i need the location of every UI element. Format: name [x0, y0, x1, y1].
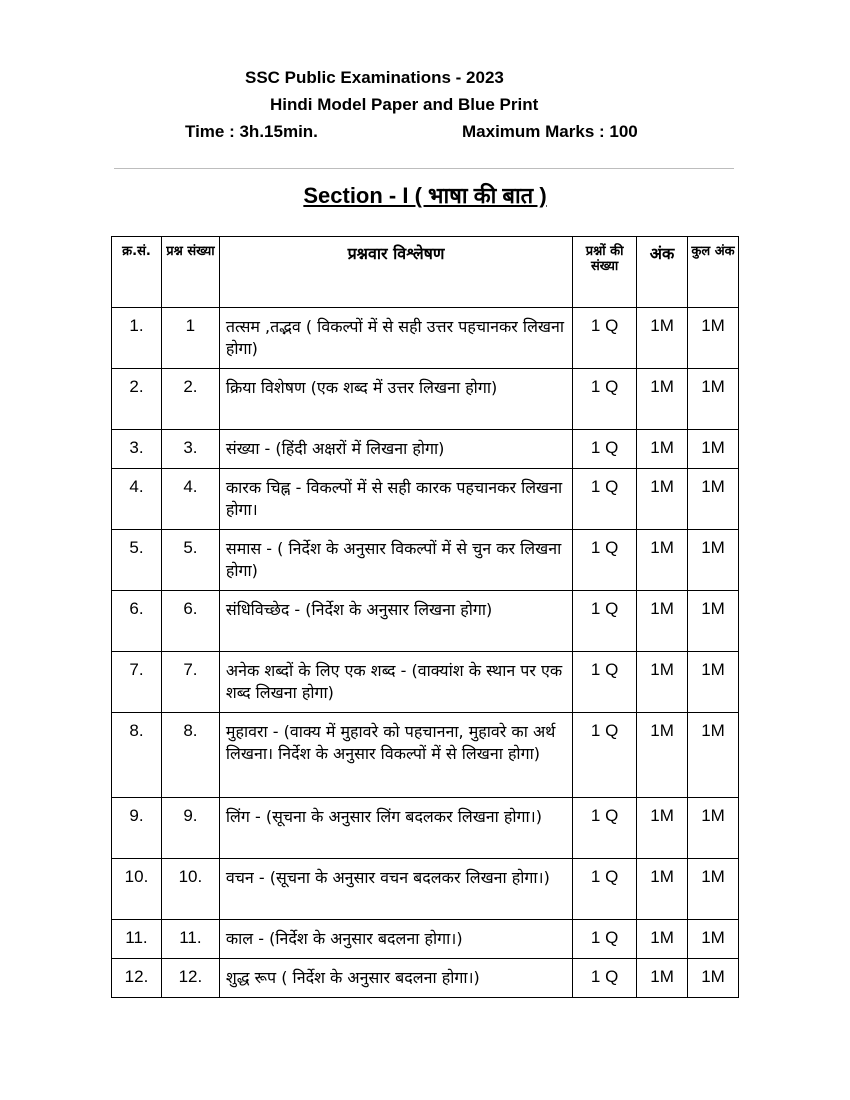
- serial-no-cell: 2.: [112, 369, 162, 430]
- exam-title: SSC Public Examinations - 2023: [245, 68, 504, 87]
- header-question-count: प्रश्नों की संख्या: [573, 237, 637, 308]
- question-no-cell: 2.: [161, 369, 219, 430]
- table-row: [112, 652, 739, 713]
- question-count-cell: 1 Q: [573, 430, 637, 469]
- description-cell: क्रिया विशेषण (एक शब्द में उत्तर लिखना होगा): [219, 369, 572, 430]
- question-count-cell: 1 Q: [573, 530, 637, 591]
- question-no-cell: 9.: [161, 798, 219, 859]
- marks-cell: 1M: [637, 591, 688, 652]
- serial-no-cell: 6.: [112, 591, 162, 652]
- table-row: [112, 591, 739, 652]
- total-marks-cell: 1M: [688, 430, 739, 469]
- question-count-cell: 1 Q: [573, 369, 637, 430]
- marks-cell: 1M: [637, 798, 688, 859]
- question-no-cell: 7.: [161, 652, 219, 713]
- header-total-marks: कुल अंक: [688, 237, 739, 308]
- total-marks-cell: 1M: [688, 920, 739, 959]
- total-marks-cell: 1M: [688, 798, 739, 859]
- marks-cell: 1M: [637, 652, 688, 713]
- marks-cell: 1M: [637, 713, 688, 798]
- question-count-cell: 1 Q: [573, 591, 637, 652]
- serial-no-cell: 10.: [112, 859, 162, 920]
- question-no-cell: 12.: [161, 959, 219, 998]
- question-count-cell: 1 Q: [573, 652, 637, 713]
- blueprint-table: [111, 236, 739, 998]
- question-no-cell: 8.: [161, 713, 219, 798]
- serial-no-cell: 9.: [112, 798, 162, 859]
- serial-no-cell: 3.: [112, 430, 162, 469]
- marks-cell: 1M: [637, 959, 688, 998]
- header-analysis: प्रश्नवार विश्लेषण: [219, 237, 572, 308]
- paper-title: Hindi Model Paper and Blue Print: [270, 95, 539, 114]
- description-cell: शुद्ध रूप ( निर्देश के अनुसार बदलना होगा।): [219, 959, 572, 998]
- description-cell: कारक चिह्न - विकल्पों में से सही कारक पहचानकर लिखना होगा।: [219, 469, 572, 530]
- table-row: [112, 530, 739, 591]
- description-cell: मुहावरा - (वाक्य में मुहावरे को पहचानना, मुहावरे का अर्थ लिखना। निर्देश के अनुसार विकल्पों में से लिखना होगा): [219, 713, 572, 798]
- table-row: [112, 308, 739, 369]
- table-row: [112, 430, 739, 469]
- total-marks-cell: 1M: [688, 591, 739, 652]
- header-marks: अंक: [637, 237, 688, 308]
- total-marks-cell: 1M: [688, 859, 739, 920]
- description-cell: वचन - (सूचना के अनुसार वचन बदलकर लिखना होगा।): [219, 859, 572, 920]
- description-cell: काल - (निर्देश के अनुसार बदलना होगा।): [219, 920, 572, 959]
- question-count-cell: 1 Q: [573, 959, 637, 998]
- serial-no-cell: 1.: [112, 308, 162, 369]
- serial-no-cell: 7.: [112, 652, 162, 713]
- marks-cell: 1M: [637, 430, 688, 469]
- serial-no-cell: 5.: [112, 530, 162, 591]
- marks-cell: 1M: [637, 859, 688, 920]
- question-no-cell: 4.: [161, 469, 219, 530]
- description-cell: संख्या - (हिंदी अक्षरों में लिखना होगा): [219, 430, 572, 469]
- marks-cell: 1M: [637, 469, 688, 530]
- section-title: Section - I ( भाषा की बात ): [303, 183, 547, 208]
- description-cell: तत्सम ,तद्भव ( विकल्पों में से सही उत्तर पहचानकर लिखना होगा): [219, 308, 572, 369]
- question-no-cell: 3.: [161, 430, 219, 469]
- total-marks-cell: 1M: [688, 530, 739, 591]
- table-row: [112, 469, 739, 530]
- question-count-cell: 1 Q: [573, 859, 637, 920]
- marks-cell: 1M: [637, 369, 688, 430]
- question-count-cell: 1 Q: [573, 920, 637, 959]
- question-no-cell: 1: [161, 308, 219, 369]
- marks-cell: 1M: [637, 530, 688, 591]
- description-cell: संधिविच्छेद - (निर्देश के अनुसार लिखना होगा): [219, 591, 572, 652]
- serial-no-cell: 11.: [112, 920, 162, 959]
- header-question-no: प्रश्न संख्या: [161, 237, 219, 308]
- table-header-row: [112, 237, 739, 308]
- question-count-cell: 1 Q: [573, 798, 637, 859]
- question-count-cell: 1 Q: [573, 308, 637, 369]
- question-count-cell: 1 Q: [573, 469, 637, 530]
- total-marks-cell: 1M: [688, 469, 739, 530]
- total-marks-cell: 1M: [688, 713, 739, 798]
- table-row: [112, 959, 739, 998]
- total-marks-cell: 1M: [688, 308, 739, 369]
- marks-cell: 1M: [637, 308, 688, 369]
- total-marks-cell: 1M: [688, 959, 739, 998]
- serial-no-cell: 8.: [112, 713, 162, 798]
- table-row: [112, 369, 739, 430]
- description-cell: लिंग - (सूचना के अनुसार लिंग बदलकर लिखना होगा।): [219, 798, 572, 859]
- question-no-cell: 5.: [161, 530, 219, 591]
- table-row: [112, 859, 739, 920]
- marks-cell: 1M: [637, 920, 688, 959]
- question-no-cell: 11.: [161, 920, 219, 959]
- description-cell: समास - ( निर्देश के अनुसार विकल्पों में से चुन कर लिखना होगा): [219, 530, 572, 591]
- serial-no-cell: 12.: [112, 959, 162, 998]
- question-no-cell: 10.: [161, 859, 219, 920]
- total-marks-cell: 1M: [688, 369, 739, 430]
- total-marks-cell: 1M: [688, 652, 739, 713]
- header-serial-no: क्र.सं.: [112, 237, 162, 308]
- serial-no-cell: 4.: [112, 469, 162, 530]
- question-count-cell: 1 Q: [573, 713, 637, 798]
- exam-time: Time : 3h.15min.: [185, 122, 318, 141]
- maximum-marks: Maximum Marks : 100: [462, 122, 638, 141]
- table-row: [112, 798, 739, 859]
- question-no-cell: 6.: [161, 591, 219, 652]
- description-cell: अनेक शब्दों के लिए एक शब्द - (वाक्यांश के स्थान पर एक शब्द लिखना होगा): [219, 652, 572, 713]
- table-row: [112, 920, 739, 959]
- table-row: [112, 713, 739, 798]
- header-divider: [114, 168, 734, 169]
